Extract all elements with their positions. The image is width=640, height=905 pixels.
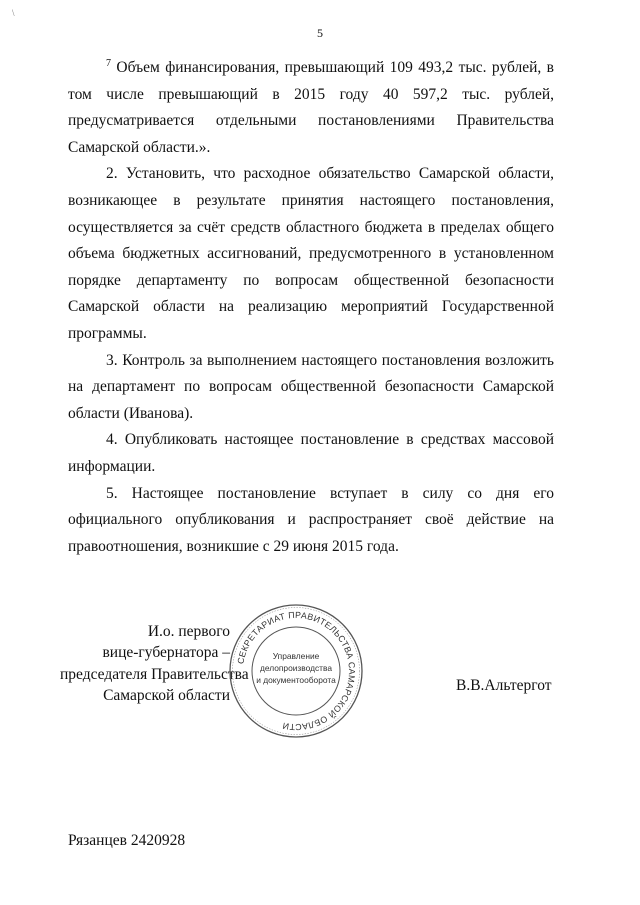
document-body bbox=[68, 55, 554, 560]
corner-mark: \ bbox=[12, 8, 15, 18]
position-line: председателя Правительства bbox=[60, 665, 249, 683]
stamp-center-line: Управление bbox=[272, 651, 320, 661]
paragraph-3: 3. Контроль за выполнением настоящего постановления возложить на департамент по вопросам общественной безопасности Самарской области (Иванова). bbox=[68, 351, 554, 422]
position-line: вице-губернатора – bbox=[102, 644, 230, 662]
stamp-center-line: и документооборота bbox=[256, 675, 336, 685]
executor-info: Рязанцев 2420928 bbox=[68, 832, 186, 849]
stamp-center-line: делопроизводства bbox=[259, 663, 333, 673]
signer-name: В.В.Альтергот bbox=[456, 677, 552, 694]
paragraph-4: 4. Опубликовать настоящее постановление в средствах массовой информации. bbox=[68, 431, 554, 475]
position-line: И.о. первого bbox=[147, 623, 230, 640]
footnote-marker: 7 bbox=[106, 57, 111, 69]
footnote-paragraph bbox=[68, 55, 554, 161]
page-number: 5 bbox=[317, 26, 323, 40]
signatory-position bbox=[60, 621, 249, 706]
position-line: Самарской области bbox=[103, 686, 230, 704]
paragraph-2: 2. Установить, что расходное обязательство Самарской области, возникающее в результате принятия настоящего постановления, осуществляется за счёт средств областного бюджета в пределах общего объема бюджетных ассигнований, предусмотренного в установленном порядке департаменту по вопросам общественной безопасности Самарской области на реализацию мероприятий Государственной программы. bbox=[68, 165, 554, 342]
paragraph-5: 5. Настоящее постановление вступает в силу со дня его официального опубликования и распространяет своё действие на правоотношения, возникшие с 29 июня 2015 года. bbox=[68, 484, 554, 555]
stamp-ring-text: СЕКРЕТАРИАТ ПРАВИТЕЛЬСТВА САМАРСКОЙ ОБЛАСТИ bbox=[235, 609, 358, 733]
official-stamp bbox=[228, 603, 364, 739]
stamp-graphic bbox=[228, 603, 364, 739]
footnote-text: Объем финансирования, превышающий 109 493,2 тыс. рублей, в том числе превышающий в 2015 году 40 597,2 тыс. рублей, предусматривается отдельными постановлениями Правительства Самарской области.». bbox=[68, 59, 555, 156]
